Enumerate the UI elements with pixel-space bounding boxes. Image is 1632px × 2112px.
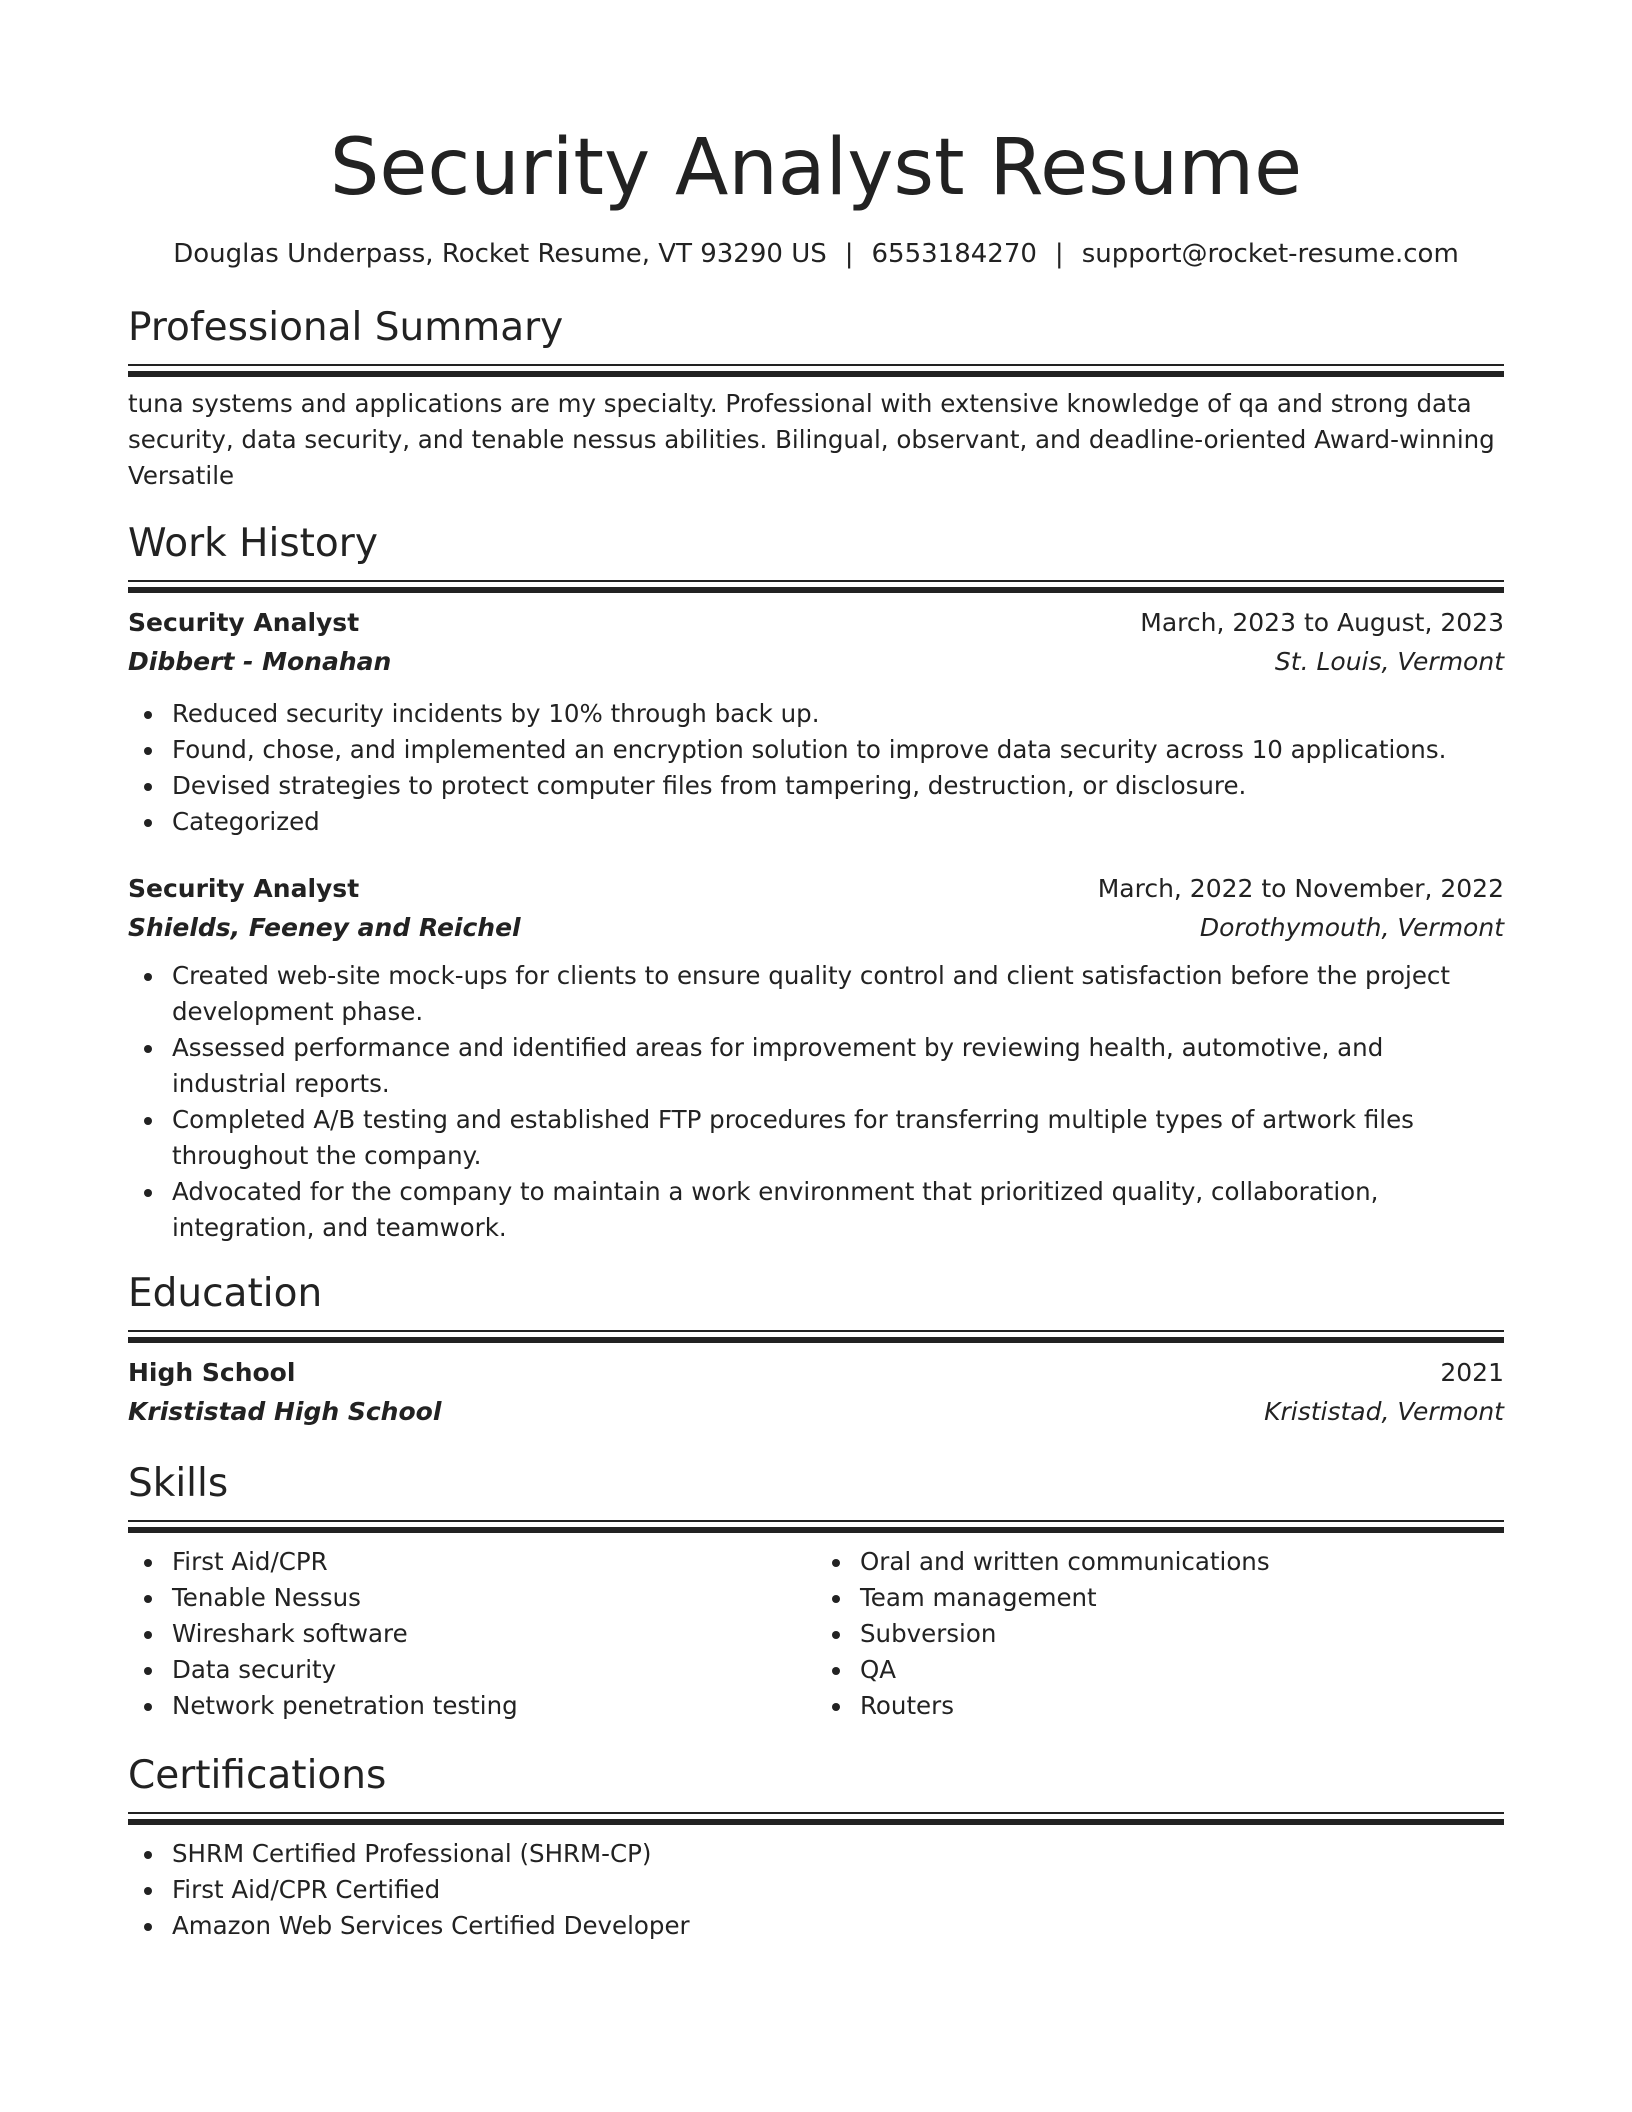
skill-item: Wireshark software	[128, 1616, 816, 1652]
summary-text: tuna systems and applications are my specialty. Professional with extensive knowledge of qa and strong data security, data security, and tenable nessus abilities. Bilingual, observant, and deadline-oriented Award-winning Versatile	[128, 389, 1495, 490]
education-school-row	[128, 1392, 1504, 1432]
contact-line	[128, 236, 1504, 272]
job-company: Shields, Feeney and Reichel	[128, 913, 521, 942]
skill-item: QA	[816, 1652, 1504, 1688]
section-rule	[128, 1812, 1504, 1822]
education-section	[128, 1268, 1504, 1432]
job-entry	[128, 604, 1504, 840]
job-location: St. Louis, Vermont	[1274, 647, 1504, 676]
certifications-list	[128, 1836, 1504, 1944]
job-location: Dorothymouth, Vermont	[1199, 913, 1504, 942]
job-company-row	[128, 642, 1504, 682]
contact-separator: |	[1054, 239, 1064, 269]
education-school: Krististad High School	[128, 1397, 442, 1426]
skill-item: Team management	[816, 1580, 1504, 1616]
certification-item: Amazon Web Services Certified Developer	[128, 1908, 1504, 1944]
job-bullet-list	[128, 958, 1504, 1246]
section-rule	[128, 364, 1504, 374]
education-header-row	[128, 1354, 1504, 1392]
skill-item: Routers	[816, 1688, 1504, 1724]
job-bullet: Categorized	[128, 804, 1504, 840]
summary-section	[128, 302, 1504, 494]
skill-item: Oral and written communications	[816, 1544, 1504, 1580]
contact-address: Douglas Underpass, Rocket Resume, VT 93290 US	[173, 239, 827, 269]
section-rule	[128, 1520, 1504, 1530]
job-header-row	[128, 870, 1504, 908]
certification-item: SHRM Certified Professional (SHRM-CP)	[128, 1836, 1504, 1872]
contact-email: support@rocket-resume.com	[1081, 239, 1459, 269]
job-bullet: Created web-site mock-ups for clients to ensure quality control and client satisfaction before the project development phase.	[128, 958, 1504, 1030]
education-location: Krististad, Vermont	[1264, 1397, 1504, 1426]
section-heading-certifications: Certifications	[128, 1753, 387, 1798]
section-rule	[128, 1330, 1504, 1340]
job-dates: March, 2022 to November, 2022	[1097, 874, 1504, 903]
skills-list-left	[128, 1544, 816, 1724]
job-bullet: Assessed performance and identified areas for improvement by reviewing health, automotive, and industrial reports.	[128, 1030, 1504, 1102]
education-degree: High School	[128, 1358, 296, 1387]
skill-item: Data security	[128, 1652, 816, 1688]
job-title: Security Analyst	[128, 874, 360, 903]
work-history-section	[128, 518, 1504, 1246]
skill-item: Tenable Nessus	[128, 1580, 816, 1616]
job-company: Dibbert - Monahan	[128, 647, 392, 676]
section-heading-summary: Professional Summary	[128, 305, 564, 350]
skill-item: First Aid/CPR	[128, 1544, 816, 1580]
skill-item: Subversion	[816, 1616, 1504, 1652]
section-heading-education: Education	[128, 1271, 323, 1316]
section-rule	[128, 580, 1504, 590]
section-heading-skills: Skills	[128, 1461, 229, 1506]
job-bullet: Advocated for the company to maintain a work environment that prioritized quality, collaboration, integration, and teamwork.	[128, 1174, 1504, 1246]
skills-list-right	[816, 1544, 1504, 1724]
job-title: Security Analyst	[128, 608, 360, 637]
skill-item: Network penetration testing	[128, 1688, 816, 1724]
job-bullet: Reduced security incidents by 10% through back up.	[128, 696, 1504, 732]
skills-section	[128, 1458, 1504, 1724]
skills-grid	[128, 1544, 1504, 1724]
job-bullet: Completed A/B testing and established FTP procedures for transferring multiple types of artwork files throughout the company.	[128, 1102, 1504, 1174]
job-header-row	[128, 604, 1504, 642]
certifications-section	[128, 1750, 1504, 1944]
job-bullet: Found, chose, and implemented an encryption solution to improve data security across 10 applications.	[128, 732, 1504, 768]
education-year: 2021	[1440, 1358, 1504, 1387]
section-heading-work-history: Work History	[128, 521, 378, 566]
resume-title: Security Analyst Resume	[329, 123, 1303, 213]
job-dates: March, 2023 to August, 2023	[1140, 608, 1504, 637]
job-bullet: Devised strategies to protect computer files from tampering, destruction, or disclosure.	[128, 768, 1504, 804]
job-company-row	[128, 908, 1504, 948]
contact-separator: |	[844, 239, 854, 269]
contact-phone: 6553184270	[871, 239, 1037, 269]
job-entry	[128, 870, 1504, 1246]
job-bullet-list	[128, 696, 1504, 840]
certification-item: First Aid/CPR Certified	[128, 1872, 1504, 1908]
